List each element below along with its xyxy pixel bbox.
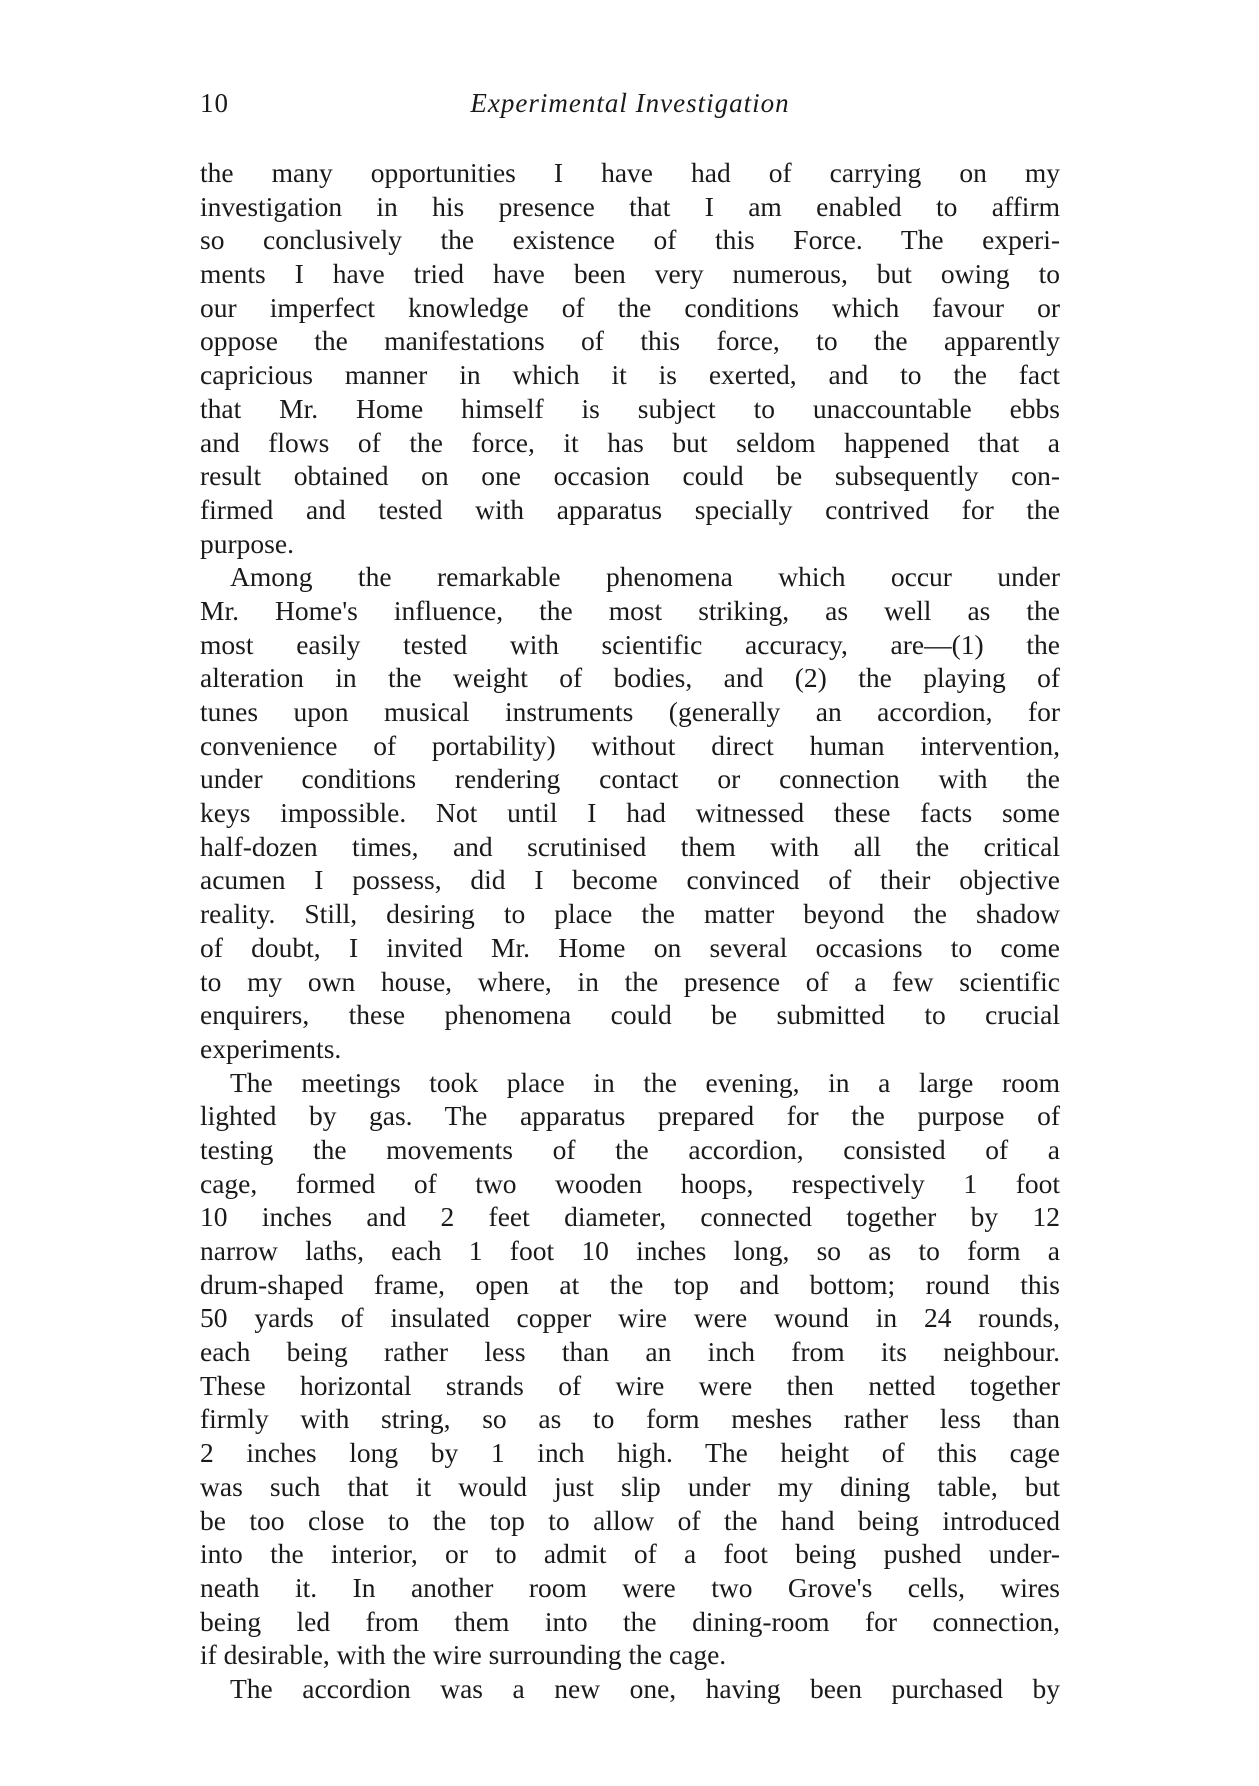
text-line: of doubt, I invited Mr. Home on several occasions to come (200, 931, 1060, 963)
text-line: under conditions rendering contact or connection with the (200, 763, 1060, 795)
text-line: investigation in his presence that I am enabled to affirm (200, 190, 1060, 222)
text-line: our imperfect knowledge of the conditions which favour or (200, 291, 1060, 323)
text-line: most easily tested with scientific accuracy, are—(1) the (200, 628, 1060, 660)
text-line: being led from them into the dining-room for connection, (200, 1605, 1060, 1637)
text-line: each being rather less than an inch from its neighbour. (200, 1336, 1060, 1368)
page-number: 10 (200, 88, 229, 118)
running-title: Experimental Investigation (470, 88, 790, 118)
paragraph (200, 1672, 1060, 1706)
text-line: These horizontal strands of wire were then netted together (200, 1369, 1060, 1401)
text-line: the many opportunities I have had of carrying on my (200, 157, 1060, 188)
text-line: testing the movements of the accordion, consisted of a (200, 1133, 1060, 1165)
text-line: keys impossible. Not until I had witnessed these facts some (200, 797, 1060, 829)
text-line: cage, formed of two wooden hoops, respectively 1 foot (200, 1167, 1060, 1199)
text-line: acumen I possess, did I become convinced of their objective (200, 864, 1060, 896)
text-line: Mr. Home's influence, the most striking, as well as the (200, 594, 1060, 626)
text-line: The meetings took place in the evening, in a large room (230, 1066, 1060, 1098)
text-line: lighted by gas. The apparatus prepared for the purpose of (200, 1100, 1060, 1132)
text-line: be too close to the top to allow of the hand being introduced (200, 1504, 1060, 1536)
text-line: drum-shaped frame, open at the top and bottom; round this (200, 1268, 1060, 1300)
text-line: into the interior, or to admit of a foot being pushed under- (200, 1538, 1060, 1570)
text-line: The accordion was a new one, having been purchased by (230, 1672, 1060, 1704)
text-line: 2 inches long by 1 inch high. The height of this cage (200, 1437, 1060, 1469)
text-line: purpose. (200, 527, 294, 559)
text-line: to my own house, where, in the presence of a few scientific (200, 965, 1060, 997)
text-line: so conclusively the existence of this Force. The experi- (200, 224, 1060, 256)
paragraph (200, 156, 1060, 560)
text-line: convenience of portability) without direct human intervention, (200, 729, 1060, 761)
text-line: half-dozen times, and scrutinised them with all the critical (200, 830, 1060, 862)
text-line: that Mr. Home himself is subject to unaccountable ebbs (200, 392, 1060, 424)
text-line: 10 inches and 2 feet diameter, connected together by 12 (200, 1201, 1060, 1233)
text-line: ments I have tried have been very numerous, but owing to (200, 258, 1060, 290)
text-line: was such that it would just slip under my dining table, but (200, 1470, 1060, 1502)
text-line: alteration in the weight of bodies, and (2) the playing of (200, 662, 1060, 694)
text-line: result obtained on one occasion could be subsequently con- (200, 460, 1060, 492)
text-line: enquirers, these phenomena could be submitted to crucial (200, 999, 1060, 1031)
paragraph (200, 560, 1060, 1065)
text-line: oppose the manifestations of this force, to the apparently (200, 325, 1060, 357)
text-line: capricious manner in which it is exerted, and to the fact (200, 359, 1060, 391)
text-line: neath it. In another room were two Grove's cells, wires (200, 1571, 1060, 1603)
text-line: narrow laths, each 1 foot 10 inches long, so as to form a (200, 1235, 1060, 1266)
paragraph (200, 1066, 1060, 1672)
text-line: and flows of the force, it has but seldom happened that a (200, 426, 1060, 458)
text-line: 50 yards of insulated copper wire were wound in 24 rounds, (200, 1302, 1060, 1334)
page-body (200, 156, 1060, 1706)
page-header (200, 88, 1060, 128)
text-line: reality. Still, desiring to place the matter beyond the shadow (200, 898, 1060, 930)
text-line: firmly with string, so as to form meshes rather less than (200, 1403, 1060, 1435)
text-line: firmed and tested with apparatus specially contrived for the (200, 493, 1060, 525)
text-line: experiments. (200, 1032, 342, 1064)
text-line: if desirable, with the wire surrounding the cage. (200, 1639, 727, 1671)
text-line: tunes upon musical instruments (generally an accordion, for (200, 696, 1060, 727)
text-line: Among the remarkable phenomena which occur under (230, 561, 1060, 593)
